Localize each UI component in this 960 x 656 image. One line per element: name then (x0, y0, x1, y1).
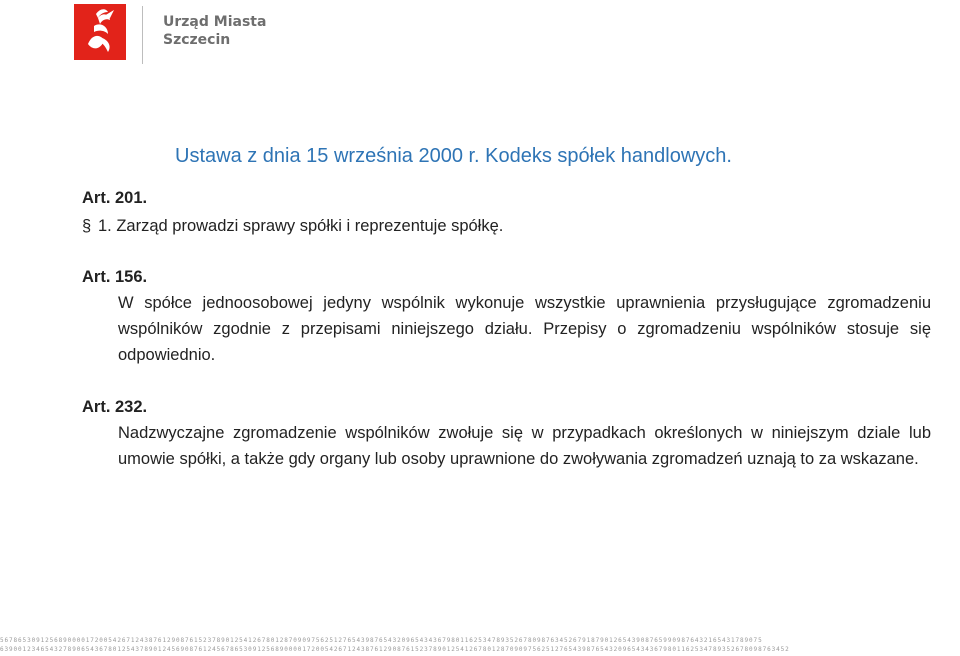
org-name (163, 13, 266, 49)
city-logo (74, 4, 126, 60)
logo-divider (142, 6, 143, 64)
article-232-text: Nadzwyczajne zgromadzenie wspólników zwołuje się w przypadkach określonych w niniejszym dziale lub umowie spółki, a także gdy organy lub osoby uprawnione do zwoływania zgromadzeń uznają to za wskazane. (118, 424, 931, 468)
article-heading-232: Art. 232. (82, 398, 148, 416)
article-heading-201: Art. 201. (82, 189, 148, 207)
szczecin-griffin-logo-icon (74, 4, 126, 60)
article-heading-156: Art. 156. (82, 268, 148, 286)
org-name-line2: Szczecin (163, 32, 231, 48)
article-201-text: 1. Zarząd prowadzi sprawy spółki i reprezentuje spółkę. (98, 217, 504, 235)
article-201-paragraph (82, 217, 503, 236)
footer-line1: 5678653091256890000172005426712438761290876152378901254126780128709097562512765439876543209654343679801162534789352678098763452679187901265439087659909876432165431789075 (0, 637, 763, 644)
section-marker: § (82, 217, 92, 235)
org-name-line1: Urząd Miasta (163, 14, 267, 30)
footer-line2: 6390012346543278906543678012543789012456908761245678653091256890000172005426712438761290876152378901254126780128709097562512765439876543209654343679801162534789352678098763452 (0, 646, 790, 653)
article-156-text: W spółce jednoosobowej jedyny wspólnik wykonuje wszystkie uprawnienia przysługujące zgromadzeniu wspólników zgodnie z przepisami niniejszego działu. Przepisy o zgromadzeniu wspólników stosuje się odpowiednio. (118, 294, 931, 364)
footer-number-strip (0, 636, 960, 656)
document-title: Ustawa z dnia 15 września 2000 r. Kodeks spółek handlowych. (175, 145, 732, 167)
